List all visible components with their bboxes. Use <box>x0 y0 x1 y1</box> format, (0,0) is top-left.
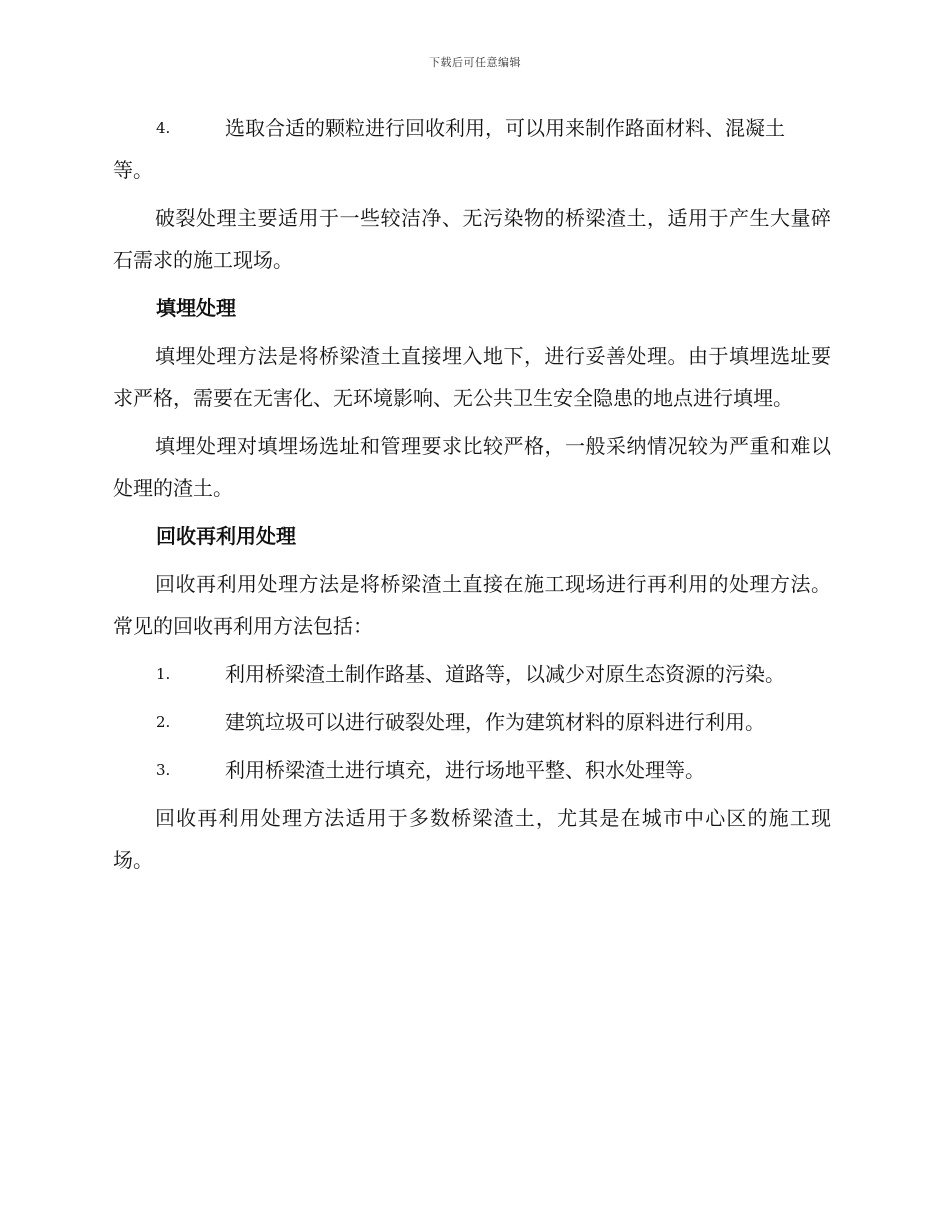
list-number: 4. <box>156 119 171 137</box>
list-item-3 <box>113 749 831 791</box>
list-number: 2. <box>156 713 171 731</box>
paragraph-recycling-applicability: 回收再利用处理方法适用于多数桥梁渣土，尤其是在城市中心区的施工现场。 <box>113 806 831 872</box>
list-text: 利用桥梁渣土制作路基、道路等，以减少对原生态资源的污染。 <box>225 662 785 686</box>
list-text: 建筑垃圾可以进行破裂处理，作为建筑材料的原料进行利用。 <box>225 710 765 734</box>
paragraph-recycling-method: 回收再利用处理方法是将桥梁渣土直接在施工现场进行再利用的处理方法。常见的回收再利用方法包括： <box>113 572 831 638</box>
list-number: 3. <box>156 761 171 779</box>
list-item-4-continuation: 等。 <box>113 158 153 182</box>
paragraph-crushing-applicability: 破裂处理主要适用于一些较洁净、无污染物的桥梁渣土，适用于产生大量碎石需求的施工现场。 <box>113 206 831 272</box>
section-heading-recycling: 回收再利用处理 <box>156 524 296 548</box>
page-header: 下载后可任意编辑 <box>429 56 521 69</box>
list-number: 1. <box>156 665 171 683</box>
list-item-4 <box>113 107 831 149</box>
list-text: 利用桥梁渣土进行填充，进行场地平整、积水处理等。 <box>225 758 705 782</box>
list-item-1 <box>113 653 831 695</box>
list-text: 选取合适的颗粒进行回收利用，可以用来制作路面材料、混凝土 <box>225 116 785 140</box>
paragraph-landfill-method: 填埋处理方法是将桥梁渣土直接埋入地下，进行妥善处理。由于填埋选址要求严格，需要在无害化、无环境影响、无公共卫生安全隐患的地点进行填埋。 <box>113 344 831 410</box>
paragraph-landfill-requirements: 填埋处理对填埋场选址和管理要求比较严格，一般采纳情况较为严重和难以处理的渣土。 <box>113 434 831 500</box>
list-item-2 <box>113 701 831 743</box>
document-body <box>113 107 831 887</box>
section-heading-landfill: 填埋处理 <box>156 296 236 320</box>
